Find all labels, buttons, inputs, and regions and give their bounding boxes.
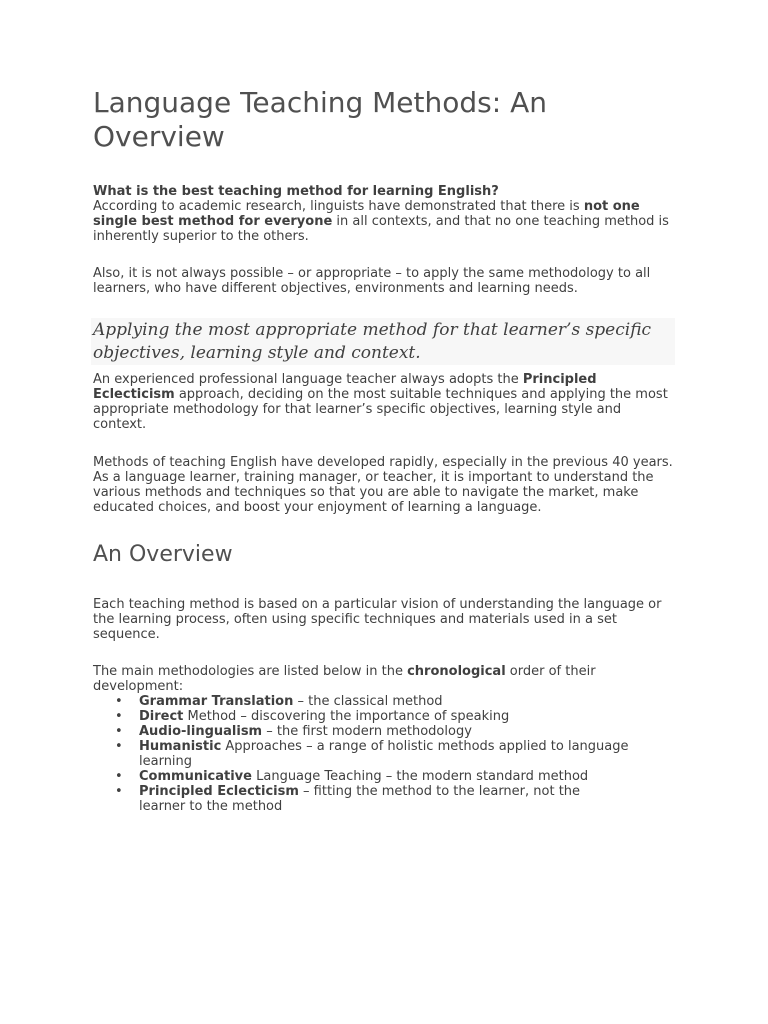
list-item-bold: Direct <box>139 709 184 724</box>
list-item-bold: Communicative <box>139 769 252 784</box>
intro-question: What is the best teaching method for learning English? <box>93 184 499 199</box>
list-item-text: – the first modern methodology <box>262 724 472 739</box>
chronology-paragraph <box>93 664 675 694</box>
list-item-bold: Humanistic <box>139 739 222 754</box>
eclecticism-paragraph <box>93 372 675 432</box>
bullet-icon: • <box>115 784 123 799</box>
intro-text-c: in all contexts, and that no one teaching method is inherently superior to the others. <box>93 214 669 244</box>
list-item <box>115 769 675 784</box>
list-item-text: – the classical method <box>293 694 443 709</box>
intro-text-bold: not one single best method for everyone <box>93 199 640 229</box>
list-item-text: – fitting the method to the learner, not the learner to the method <box>139 784 581 814</box>
list-item-text: Approaches – a range of holistic methods applied to language learning <box>139 739 629 769</box>
methods-paragraph: Methods of teaching English have developed rapidly, especially in the previous 40 years. As a language learner, training manager, or teacher, it is important to understand the various methods and techniques so that you are able to navigate the market, make educated choices, and boost your enjoyment of learning a language. <box>93 455 673 515</box>
bullet-icon: • <box>115 739 123 754</box>
intro-text-a: According to academic research, linguists have demonstrated that there is <box>93 199 584 214</box>
page-title: Language Teaching Methods: An Overview <box>93 86 547 153</box>
list-item <box>115 739 675 769</box>
bullet-icon: • <box>115 709 123 724</box>
document-content <box>93 86 675 814</box>
methods-list <box>93 694 675 814</box>
chronology-text-c: order of their development: <box>93 664 596 694</box>
eclecticism-text-bold: Principled Eclecticism <box>93 372 597 402</box>
bullet-icon: • <box>115 694 123 709</box>
bullet-icon: • <box>115 724 123 739</box>
list-item-bold: Audio-lingualism <box>139 724 263 739</box>
chronology-text-bold: chronological <box>407 664 506 679</box>
list-item-text: Language Teaching – the modern standard method <box>251 769 589 784</box>
list-item-bold: Principled Eclecticism <box>139 784 299 799</box>
intro-paragraph <box>93 184 675 244</box>
eclecticism-text-c: approach, deciding on the most suitable techniques and applying the most appropriate methodology for that learner’s specific objectives, learning style and context. <box>93 387 668 432</box>
list-item <box>115 724 675 739</box>
bullet-icon: • <box>115 769 123 784</box>
list-item <box>115 784 601 814</box>
pull-quote: Applying the most appropriate method for that learner’s specific objectives, learning style and context. <box>91 318 675 365</box>
overview-heading: An Overview <box>93 542 233 567</box>
list-item <box>115 694 675 709</box>
chronology-text-a: The main methodologies are listed below in the <box>93 664 408 679</box>
list-item <box>115 709 675 724</box>
list-item-text: Method – discovering the importance of speaking <box>183 709 510 724</box>
methodology-paragraph: Also, it is not always possible – or appropriate – to apply the same methodology to all learners, who have different objectives, environments and learning needs. <box>93 266 651 296</box>
overview-paragraph: Each teaching method is based on a particular vision of understanding the language or the learning process, often using specific techniques and materials used in a set sequence. <box>93 597 662 642</box>
eclecticism-text-a: An experienced professional language teacher always adopts the <box>93 372 523 387</box>
list-item-bold: Grammar Translation <box>139 694 294 709</box>
